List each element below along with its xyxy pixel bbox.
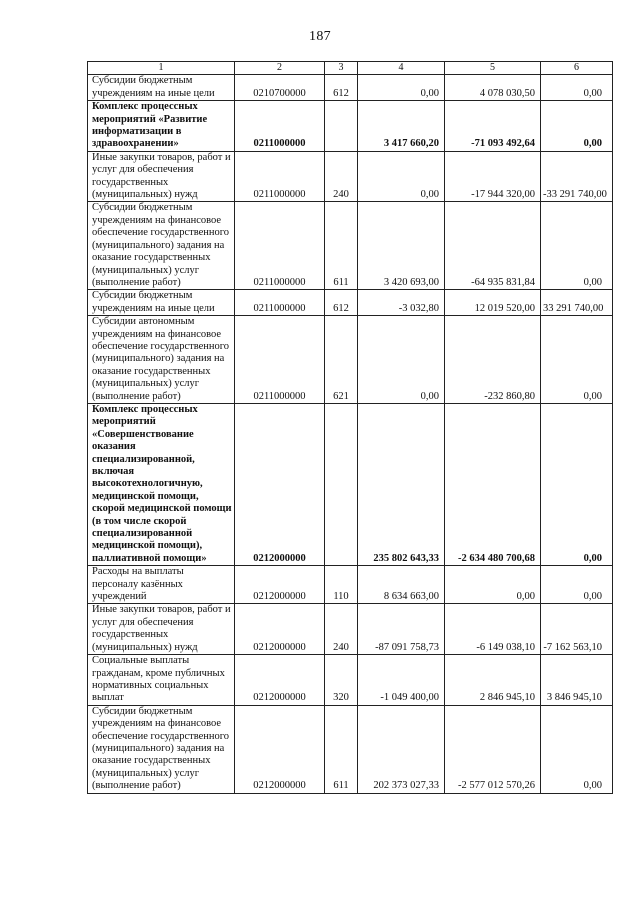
- table-row: [88, 290, 613, 316]
- row-type-cell: [325, 403, 358, 565]
- table-row: [88, 403, 613, 565]
- row-value5-cell: -71 093 492,64: [445, 101, 541, 152]
- header-cell-6: 6: [541, 62, 613, 75]
- row-value6-cell: 0,00: [541, 316, 613, 404]
- table-row: [88, 316, 613, 404]
- row-value4-cell: -3 032,80: [358, 290, 445, 316]
- header-cell-5: 5: [445, 62, 541, 75]
- row-type-cell: 612: [325, 290, 358, 316]
- row-value4-cell: 235 802 643,33: [358, 403, 445, 565]
- row-type-cell: 621: [325, 316, 358, 404]
- row-type-cell: 611: [325, 705, 358, 793]
- header-cell-1: 1: [88, 62, 235, 75]
- row-value6-cell: 0,00: [541, 566, 613, 604]
- row-code-cell: 0211000000: [235, 290, 325, 316]
- row-type-cell: 110: [325, 566, 358, 604]
- row-name-cell: Субсидии бюджетным учреждениям на иные цели: [88, 75, 235, 101]
- table-row: [88, 604, 613, 655]
- row-value4-cell: 0,00: [358, 316, 445, 404]
- table-header-row: [88, 62, 613, 75]
- row-value4-cell: 3 417 660,20: [358, 101, 445, 152]
- row-code-cell: 0211000000: [235, 101, 325, 152]
- table-row: [88, 101, 613, 152]
- row-value5-cell: -2 577 012 570,26: [445, 705, 541, 793]
- table-row: [88, 202, 613, 290]
- table-row: [88, 655, 613, 706]
- row-value5-cell: 12 019 520,00: [445, 290, 541, 316]
- row-name-cell: Иные закупки товаров, работ и услуг для обеспечения государственных (муниципальных) нужд: [88, 151, 235, 202]
- row-name-cell: Комплекс процессных мероприятий «Совершенствование оказания специализированной, включая высокотехнологичную, медицинской помощи, скорой медицинской помощи (в том числе скорой специализированной медицинской помощи), паллиативной помощи»: [88, 403, 235, 565]
- row-value4-cell: 3 420 693,00: [358, 202, 445, 290]
- row-type-cell: [325, 101, 358, 152]
- row-name-cell: Социальные выплаты гражданам, кроме публичных нормативных социальных выплат: [88, 655, 235, 706]
- row-value6-cell: -33 291 740,00: [541, 151, 613, 202]
- row-value6-cell: 0,00: [541, 75, 613, 101]
- row-code-cell: 0210700000: [235, 75, 325, 101]
- row-value4-cell: 8 634 663,00: [358, 566, 445, 604]
- row-name-cell: Субсидии бюджетным учреждениям на финансовое обеспечение государственного (муниципального) задания на оказание государственных (муниципальных) услуг (выполнение работ): [88, 202, 235, 290]
- row-type-cell: 320: [325, 655, 358, 706]
- header-cell-3: 3: [325, 62, 358, 75]
- table-row: [88, 151, 613, 202]
- header-cell-2: 2: [235, 62, 325, 75]
- row-value5-cell: -6 149 038,10: [445, 604, 541, 655]
- row-name-cell: Расходы на выплаты персоналу казённых учреждений: [88, 566, 235, 604]
- row-value5-cell: -17 944 320,00: [445, 151, 541, 202]
- row-code-cell: 0211000000: [235, 316, 325, 404]
- row-value4-cell: 0,00: [358, 75, 445, 101]
- row-code-cell: 0212000000: [235, 604, 325, 655]
- row-value5-cell: -2 634 480 700,68: [445, 403, 541, 565]
- row-value4-cell: 0,00: [358, 151, 445, 202]
- row-name-cell: Субсидии бюджетным учреждениям на иные цели: [88, 290, 235, 316]
- row-value6-cell: -7 162 563,10: [541, 604, 613, 655]
- row-value6-cell: 0,00: [541, 705, 613, 793]
- row-type-cell: 611: [325, 202, 358, 290]
- row-value5-cell: 4 078 030,50: [445, 75, 541, 101]
- row-value4-cell: -87 091 758,73: [358, 604, 445, 655]
- row-value6-cell: 0,00: [541, 202, 613, 290]
- page-number: 187: [309, 29, 331, 44]
- row-value6-cell: 33 291 740,00: [541, 290, 613, 316]
- row-name-cell: Субсидии бюджетным учреждениям на финансовое обеспечение государственного (муниципального) задания на оказание государственных (муниципальных) услуг (выполнение работ): [88, 705, 235, 793]
- row-value5-cell: 0,00: [445, 566, 541, 604]
- row-value6-cell: 0,00: [541, 101, 613, 152]
- budget-table: [87, 61, 613, 794]
- row-name-cell: Комплекс процессных мероприятий «Развитие информатизации в здравоохранении»: [88, 101, 235, 152]
- table-row: [88, 75, 613, 101]
- row-name-cell: Иные закупки товаров, работ и услуг для обеспечения государственных (муниципальных) нужд: [88, 604, 235, 655]
- row-code-cell: 0212000000: [235, 705, 325, 793]
- row-code-cell: 0212000000: [235, 566, 325, 604]
- row-name-cell: Субсидии автономным учреждениям на финансовое обеспечение государственного (муниципального) задания на оказание государственных (муниципальных) услуг (выполнение работ): [88, 316, 235, 404]
- row-type-cell: 240: [325, 151, 358, 202]
- row-type-cell: 612: [325, 75, 358, 101]
- row-value4-cell: 202 373 027,33: [358, 705, 445, 793]
- table-row: [88, 566, 613, 604]
- row-code-cell: 0212000000: [235, 655, 325, 706]
- row-type-cell: 240: [325, 604, 358, 655]
- row-code-cell: 0211000000: [235, 202, 325, 290]
- row-value5-cell: -64 935 831,84: [445, 202, 541, 290]
- header-cell-4: 4: [358, 62, 445, 75]
- row-value6-cell: 0,00: [541, 403, 613, 565]
- row-value4-cell: -1 049 400,00: [358, 655, 445, 706]
- row-value5-cell: 2 846 945,10: [445, 655, 541, 706]
- table-row: [88, 705, 613, 793]
- row-code-cell: 0212000000: [235, 403, 325, 565]
- row-code-cell: 0211000000: [235, 151, 325, 202]
- row-value6-cell: 3 846 945,10: [541, 655, 613, 706]
- row-value5-cell: -232 860,80: [445, 316, 541, 404]
